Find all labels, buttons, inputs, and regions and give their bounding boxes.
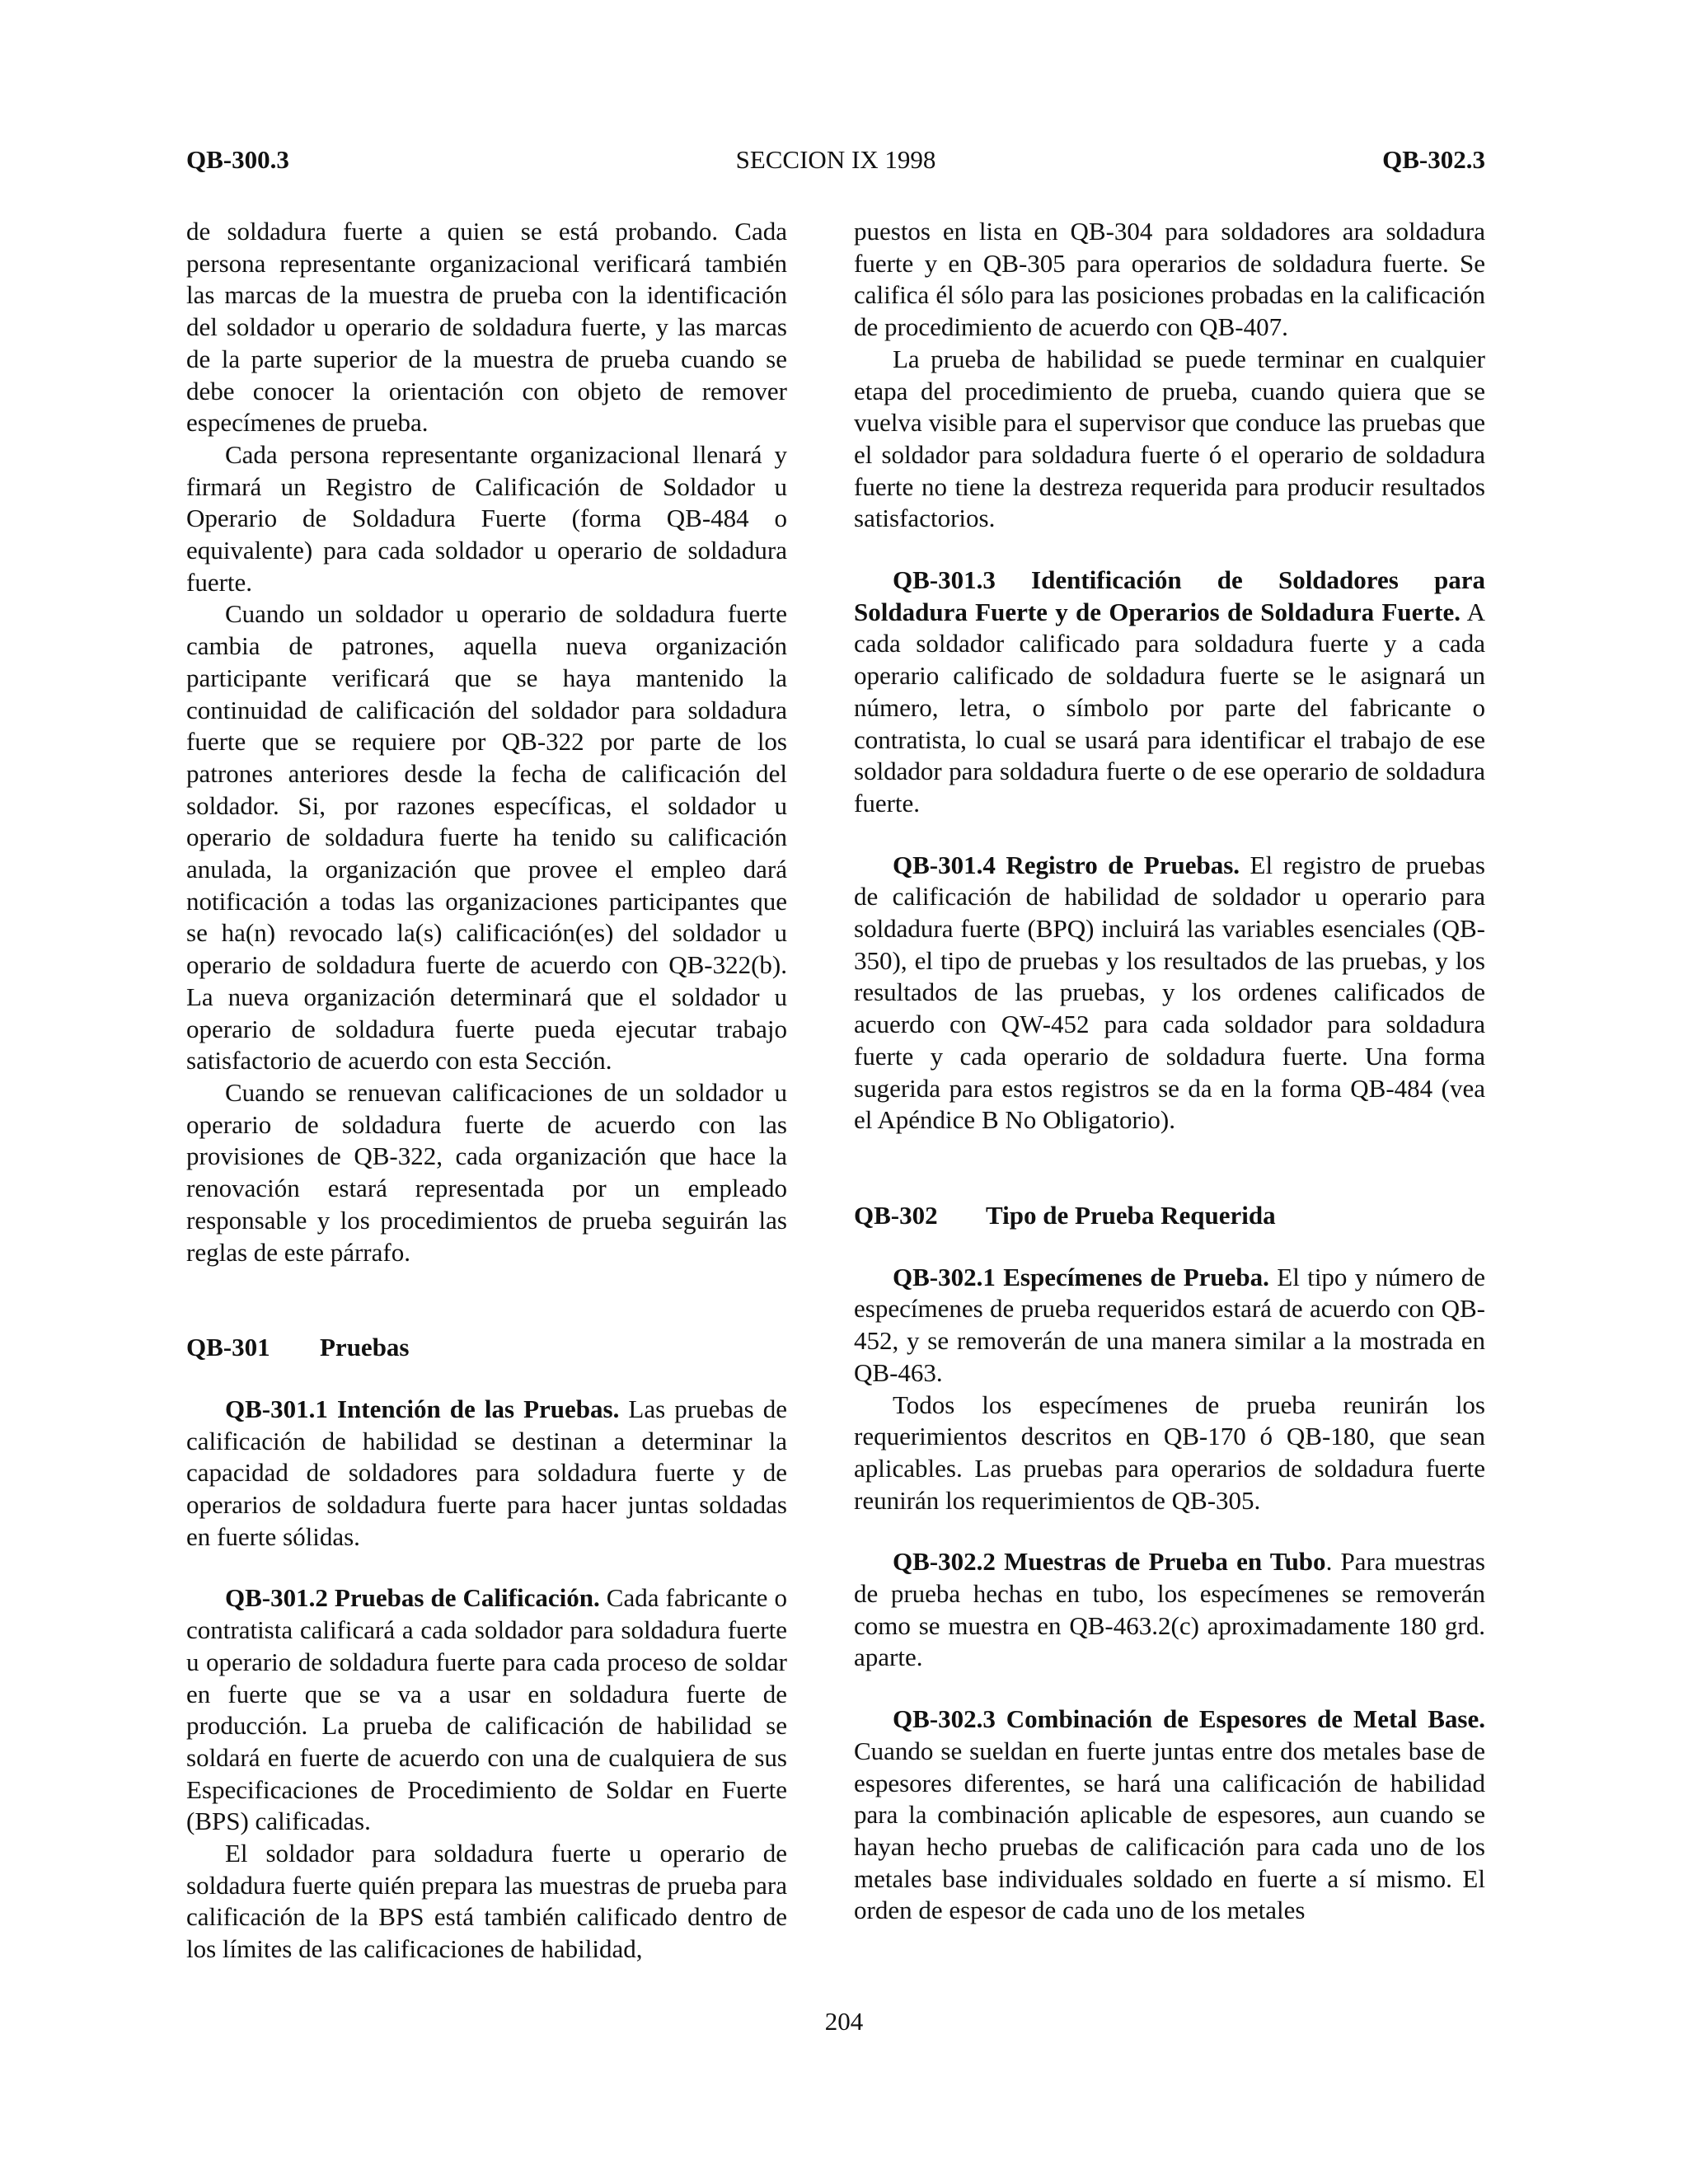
section-number: QB-301 (186, 1333, 270, 1362)
section-heading-qb-302 (854, 1200, 1485, 1232)
subsection-heading: QB-302.1 Especímenes de Prueba. (893, 1262, 1269, 1291)
paragraph: Cuando un soldador u operario de soldadura fuerte cambia de patrones, aquella nueva organización participante verificará que se haya mantenido la continuidad de calificación del soldador para soldadura fuerte que se requiere por QB-322 por parte de los patrones anteriores desde la fecha de calificación del soldador. Si, por razones específicas, el soldador u operario de soldadura fuerte ha tenido su calificación anulada, la organización que provee el empleo dará notificación a todas las organizaciones participantes que se ha(n) revocado la(s) calificación(es) del soldador u operario de soldadura fuerte de acuerdo con QB-322(b). La nueva organización determinará que el soldador u operario de soldadura fuerte pueda ejecutar trabajo satisfactorio de acuerdo con esta Sección. (186, 599, 787, 1076)
header-title: SECCION IX 1998 (735, 145, 936, 174)
subsection-heading: QB-302.3 Combinación de Espesores de Metal Base. (893, 1704, 1485, 1734)
subsection-qb-301-2 (186, 1582, 787, 1838)
subsection-text: A cada soldador calificado para soldadura fuerte y a cada operario calificado de soldadura fuerte se le asignará un número, letra, o símbolo por parte del fabricante o contratista, lo cual se usará para identificar el trabajo de ese soldador para soldadura fuerte o de ese operario de soldadura fuerte. (854, 597, 1485, 818)
subsection-text: Las pruebas de calificación de habilidad se destinan a determinar la capacidad de soldadores para soldadura fuerte y de operarios de soldadura fuerte para hacer juntas soldadas en fuerte sólidas. (186, 1394, 787, 1551)
paragraph: de soldadura fuerte a quien se está probando. Cada persona representante organizacional verificará también las marcas de la muestra de prueba con la identificación del soldador u operario de soldadura fuerte, y las marcas de la parte superior de la muestra de prueba cuando se debe conocer la orientación con objeto de remover especímenes de prueba. (186, 217, 787, 438)
subsection-heading: QB-301.4 Registro de Pruebas. (893, 850, 1240, 879)
header-left-section-ref: QB-300.3 (186, 145, 289, 174)
subsection-qb-302-3 (854, 1704, 1485, 1927)
subsection-text: El tipo y número de especímenes de prueba requeridos estará de acuerdo con QB-452, y se removerán de una manera similar a la mostrada en QB-463. (854, 1262, 1485, 1387)
subsection-text: Cuando se sueldan en fuerte juntas entre dos metales base de espesores diferentes, se hará una calificación de habilidad para la combinación aplicable de espesores, aun cuando se hayan hecho pruebas de calificación para cada uno de los metales base individuales soldado en fuerte a sí mismo. El orden de espesor de cada uno de los metales (854, 1736, 1485, 1925)
subsection-text: . Para muestras de prueba hechas en tubo, los especímenes se removerán como se muestra en QB-463.2(c) aproximadamente 180 grd. aparte. (854, 1547, 1486, 1672)
subsection-qb-301-4 (854, 850, 1485, 1137)
right-column (854, 216, 1485, 1927)
section-heading-qb-301 (186, 1332, 787, 1364)
section-title: Tipo de Prueba Requerida (986, 1200, 1276, 1230)
running-header (186, 145, 1485, 186)
paragraph: Todos los especímenes de prueba reunirán los requerimientos descritos en QB-170 ó QB-180, que sean aplicables. Las pruebas para operarios de soldadura fuerte reunirán los requerimientos de QB-305. (854, 1390, 1485, 1515)
section-title: Pruebas (320, 1333, 410, 1362)
subsection-heading: QB-301.2 Pruebas de Calificación. (225, 1583, 600, 1613)
subsection-qb-301-3 (854, 565, 1485, 820)
subsection-heading: QB-302.2 Muestras de Prueba en Tubo (893, 1547, 1326, 1577)
subsection-text: El registro de pruebas de calificación de habilidad de soldador u operario para soldadura fuerte (BPQ) incluirá las variables esenciales (QB-350), el tipo de pruebas y los resultados de las pruebas, y los resultados de las pruebas, y los ordenes calificados de acuerdo con QW-452 para cada soldador para soldadura fuerte y cada operario de soldadura fuerte. Una forma sugerida para estos registros se da en la forma QB-484 (vea el Apéndice B No Obligatorio). (854, 850, 1485, 1135)
paragraph: La prueba de habilidad se puede terminar en cualquier etapa del procedimiento de prueba, cuando quiera que se vuelva visible para el supervisor que conduce las pruebas que el soldador para soldadura fuerte ó el operario de soldadura fuerte no tiene la destreza requerida para producir resultados satisfactorios. (854, 344, 1485, 533)
subsection-qb-302-1 (854, 1262, 1485, 1390)
paragraph: Cada persona representante organizacional llenará y firmará un Registro de Calificación de Soldador u Operario de Soldadura Fuerte (forma QB-484 o equivalente) para cada soldador u operario de soldadura fuerte. (186, 439, 787, 597)
subsection-qb-302-2 (854, 1546, 1485, 1674)
section-number: QB-302 (854, 1200, 938, 1230)
paragraph: Cuando se renuevan calificaciones de un soldador u operario de soldadura fuerte de acuerdo con las provisiones de QB-322, cada organización que hace la renovación estará representada por un empleado responsable y los procedimientos de prueba seguirán las reglas de este párrafo. (186, 1077, 787, 1267)
subsection-text: Cada fabricante o contratista calificará a cada soldador para soldadura fuerte u operario de soldadura fuerte para cada proceso de soldar en fuerte que se va a usar en soldadura fuerte de producción. La prueba de calificación de habilidad se soldará en fuerte de acuerdo con una de cualquiera de sus Especificaciones de Procedimiento de Soldar en Fuerte (BPS) calificadas. (186, 1583, 787, 1836)
header-right-section-ref: QB-302.3 (1382, 145, 1485, 174)
paragraph: puestos en lista en QB-304 para soldadores ara soldadura fuerte y en QB-305 para operarios de soldadura fuerte. Se califica él sólo para las posiciones probadas en la calificación de procedimiento de acuerdo con QB-407. (854, 217, 1485, 342)
subsection-heading: QB-301.3 Identificación de Soldadores para Soldadura Fuerte y de Operarios de Soldadura Fuerte. (854, 565, 1485, 626)
subsection-qb-301-1 (186, 1394, 787, 1554)
page-number: 204 (824, 2007, 864, 2036)
paragraph: El soldador para soldadura fuerte u operario de soldadura fuerte quién prepara las muestras de prueba para calificación de la BPS está también calificado dentro de los límites de las calificaciones de habilidad, (186, 1839, 787, 1964)
subsection-heading: QB-301.1 Intención de las Pruebas. (225, 1394, 620, 1423)
left-column (186, 216, 787, 1966)
